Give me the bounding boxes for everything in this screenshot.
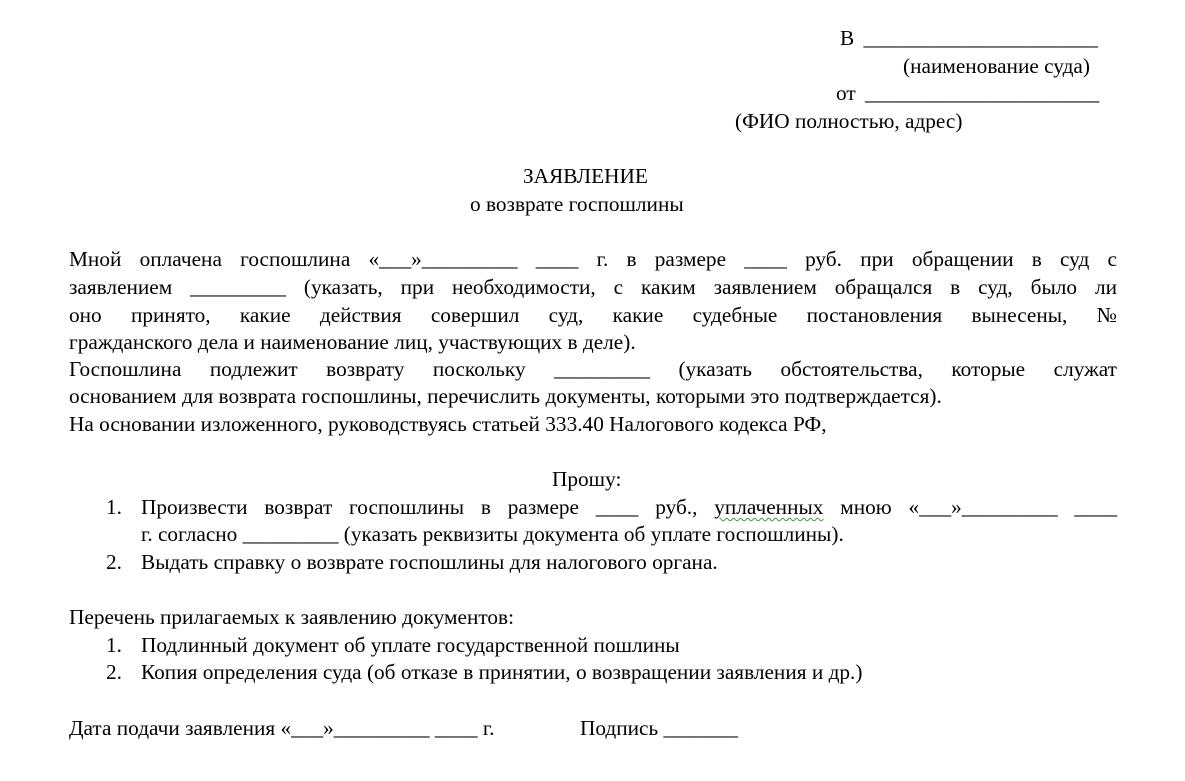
request-heading: Прошу: — [552, 467, 622, 491]
word: при — [860, 247, 894, 271]
paragraph-1-line-2: заявлением _________ (указать, при необходимости, с каким заявлением обращался в суд, было ли — [69, 275, 1117, 299]
request-item-2: Выдать справку о возврате госпошлины для налогового органа. — [141, 550, 718, 574]
word: суд — [1060, 247, 1090, 271]
signature-line: Подпись _______ — [580, 716, 739, 740]
word: в — [1031, 247, 1042, 271]
to-prefix: В — [840, 26, 855, 50]
word: оплачена — [139, 247, 222, 271]
amount-blank: ____ — [744, 247, 787, 271]
attachments-heading: Перечень прилагаемых к заявлению документов: — [69, 605, 515, 629]
attachment-item-2-number: 2. — [106, 660, 122, 684]
word: размере — [654, 247, 727, 271]
from-blank: ______________________ — [865, 81, 1100, 105]
request-item-1-number: 1. — [106, 495, 122, 519]
applicant-hint: (ФИО полностью, адрес) — [735, 109, 963, 133]
year-blank: ____ — [535, 247, 579, 271]
document-title: ЗАЯВЛЕНИЕ — [523, 164, 648, 188]
request-item-1-line-2: г. согласно _________ (указать реквизиты документа об уплате госпошлины). — [141, 522, 844, 546]
word: с — [1107, 247, 1117, 271]
paragraph-2-line-2: основанием для возврата госпошлины, перечислить документы, которыми это подтверждается). — [69, 384, 942, 408]
court-blank: ______________________ — [863, 26, 1098, 50]
request-text: Произвести возврат госпошлины в размере ____ руб., — [141, 495, 698, 519]
document-subtitle: о возврате госпошлины — [470, 192, 684, 216]
from-line — [836, 83, 1099, 104]
word: г. — [596, 247, 609, 271]
from-prefix: от — [836, 81, 856, 105]
word: в — [626, 247, 637, 271]
spellcheck-word: уплаченных — [714, 495, 824, 519]
court-hint: (наименование суда) — [903, 54, 1090, 78]
attachment-item-1: Подлинный документ об уплате государственной пошлины — [141, 633, 680, 657]
word: обращении — [911, 247, 1014, 271]
attachment-item-1-number: 1. — [106, 633, 122, 657]
date-blank: «___»_________ — [368, 247, 518, 271]
request-text: мною «___»_________ ____ — [840, 495, 1117, 519]
word: руб. — [805, 247, 842, 271]
attachment-item-2: Копия определения суда (об отказе в принятии, о возвращении заявления и др.) — [141, 660, 863, 684]
paragraph-2-line-1: Госпошлина подлежит возврату поскольку _________ (указать обстоятельства, которые служат — [69, 357, 1117, 381]
word: госпошлина — [240, 247, 351, 271]
paragraph-1-line-3: оно принято, какие действия совершил суд, какие судебные постановления вынесены, № — [69, 303, 1117, 327]
word: Мной — [69, 247, 122, 271]
submission-date: Дата подачи заявления «___»_________ ____ г. — [69, 716, 495, 740]
paragraph-1-line-1 — [69, 249, 1117, 270]
paragraph-3: На основании изложенного, руководствуясь статьей 333.40 Налогового кодекса РФ, — [69, 412, 827, 436]
court-line — [840, 28, 1098, 49]
request-item-1-line-1 — [141, 497, 1117, 518]
paragraph-1-line-4: гражданского дела и наименование лиц, участвующих в деле). — [69, 330, 636, 354]
request-item-2-number: 2. — [106, 550, 122, 574]
